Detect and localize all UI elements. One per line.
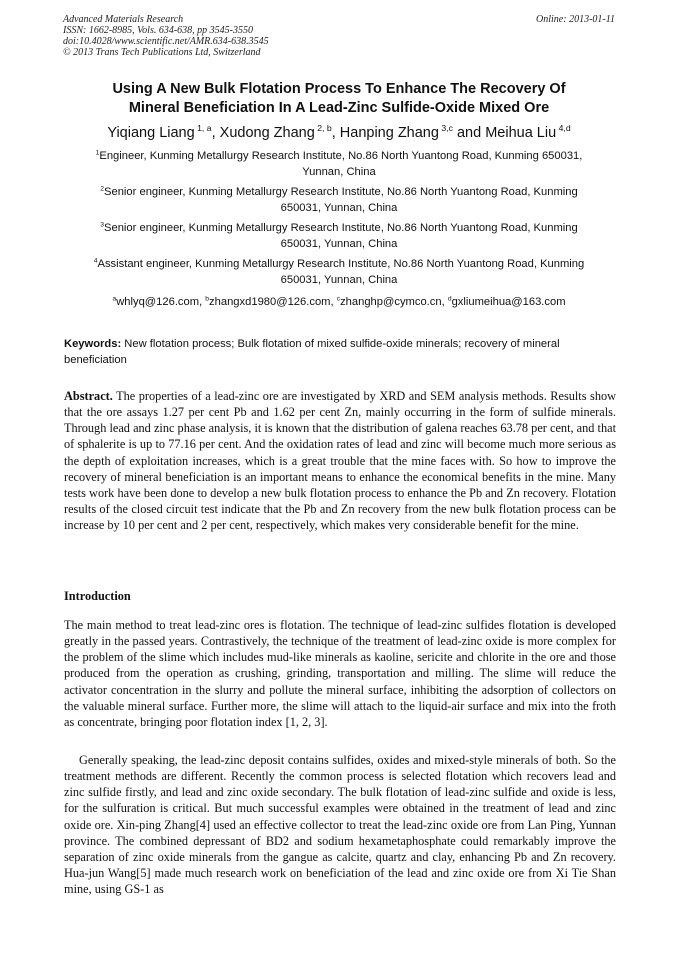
issn-line: ISSN: 1662-8985, Vols. 634-638, pp 3545-3550: [63, 25, 253, 36]
intro-paragraph-2: Generally speaking, the lead-zinc deposit contains sulfides, oxides and mixed-style minerals of both. So the treatment methods are different. Recently the common process is selected flotation which recovers lead and zinc sulfide firstly, and lead and zinc oxide secondary. The bulk flotation of lead-zinc sulfide and oxide is less, for the sulfuration is critical. But much successful examples were obtained in the treatment of lead and zinc oxide ore. Xin-ping Zhang[4] used an effective collector to treat the lead-zinc oxide ore from Lan Ping, Yunnan province. The combined depressant of BD2 and sodium hexametaphosphate could remarkably improve the separation of zinc oxide minerals from the gangue as calcite, quartz and clay, enhancing Pb and Zn recovery. Hua-jun Wang[5] made much research work on beneficiation of the lead and zinc oxide ore from Xi Tie Shan mine, using GS-1 as: [64, 753, 616, 897]
author-name: Hanping Zhang: [339, 125, 439, 141]
email-address: whlyq@126.com: [116, 296, 200, 308]
email-address: gxliumeihua@163.com: [451, 296, 566, 308]
abstract-label: Abstract.: [64, 389, 113, 403]
running-header: [63, 14, 615, 58]
title-line-2: Mineral Beneficiation In A Lead-Zinc Sulfide-Oxide Mixed Ore: [128, 100, 550, 116]
copyright-line: © 2013 Trans Tech Publications Ltd, Switzerland: [63, 47, 261, 58]
title-line-1: Using A New Bulk Flotation Process To Enhance The Recovery Of: [112, 81, 566, 97]
author-name: Xudong Zhang: [219, 125, 315, 141]
affiliation-2: $^2$Senior engineer, Kunming Metallurgy Research Institute, No.86 North Yuantong Road, Kunming 650031, Yunnan, China: [100, 185, 578, 214]
paper-title: [60, 80, 618, 118]
affiliation-number: 1: [95, 149, 100, 157]
online-date: Online: 2013-01-11: [536, 14, 615, 25]
affiliation-number: 2: [100, 185, 105, 193]
keywords-label: Keywords:: [64, 338, 122, 350]
author-affiliation-marker: 2, b: [317, 123, 332, 134]
affiliation-4: $^4$Assistant engineer, Kunming Metallurgy Research Institute, No.86 North Yuantong Road, Kunming 650031, Yunnan, China: [93, 257, 585, 286]
journal-name: Advanced Materials Research: [63, 14, 184, 25]
abstract-section: [64, 388, 616, 533]
email-address: zhanghp@cymco.cn: [340, 296, 442, 308]
affiliation-1: $^1$Engineer, Kunming Metallurgy Research Institute, No.86 North Yuantong Road, Kunming 650031, Yunnan, China: [95, 149, 583, 178]
author-affiliation-marker: 3,c: [441, 123, 453, 134]
email-address: zhangxd1980@126.com: [209, 296, 331, 308]
keywords-text: New flotation process; Bulk flotation of mixed sulfide-oxide minerals; recovery of mineral beneficiation: [64, 338, 560, 366]
abstract-text: The properties of a lead-zinc ore are investigated by XRD and SEM analysis methods. Results show that the ore assays 1.27 per cent Pb and 1.62 per cent Zn, mainly occurring in the form of sulfide minerals. Through lead and zinc phase analysis, it is known that the distribution of galena reaches 63.78 per cent, and that of sphalerite is up to 77.16 per cent. And the oxidation rates of lead and zinc will become much more serious as the depth of exploitation increases, which is a great trouble that the mine faces with. So how to improve the recovery of mineral beneficiation is an important means to enhance the economical benefits in the mine. Many tests work have been done to develop a new bulk flotation process to enhance the Pb and Zn recovery. Flotation results of the closed circuit test indicate that the Pb and Zn recovery from the new bulk flotation process can be increase by 10 per cent and 2 per cent, respectively, which makes very considerable benefit for the mine.: [64, 389, 616, 533]
affiliation-number: 4: [93, 257, 98, 265]
section-heading-introduction: Introduction: [64, 589, 131, 603]
author-list: Yiqiang Liang $^{1, a}$, Xudong Zhang $^{2, b}$, Hanping Zhang $^{3,c}$ and Meihua Liu $^{4,d}$: [107, 123, 571, 141]
author-name: Yiqiang Liang: [107, 125, 195, 141]
email-list: $^a$whlyq@126.com, $^b$zhangxd1980@126.com, $^c$zhanghp@cymco.cn, $^d$gxliumeihua@163.com: [112, 295, 566, 308]
author-affiliation-marker: 4,d: [558, 123, 571, 134]
author-name: Meihua Liu: [485, 125, 557, 141]
doi-line: doi:10.4028/www.scientific.net/AMR.634-638.3545: [63, 36, 269, 47]
affiliation-number: 3: [100, 221, 105, 229]
publication-info: [63, 14, 615, 58]
keywords-section: [64, 337, 616, 368]
intro-paragraph-1: The main method to treat lead-zinc ores is flotation. The technique of lead-zinc sulfides flotation is developed greatly in the passed years. Contrastively, the technique of the treatment of lead-zinc oxide is more complex for the problem of the slime which includes mud-like minerals as kaoline, sericite and chlorite in the ore and those produced from the operation as crushing, grinding, transportation and milling. The slime will reduce the activator concentration in the slurry and pollute the mineral surface, inhibiting the adsorption of collectors on the valuable mineral surface. Further more, the slime will attach to the liquid-air surface and mix into the froth as concentrate, bringing poor flotation index [1, 2, 3].: [64, 618, 616, 729]
affiliation-3: $^3$Senior engineer, Kunming Metallurgy Research Institute, No.86 North Yuantong Road, Kunming 650031, Yunnan, China: [100, 221, 578, 250]
author-affiliation-marker: 1, a: [197, 123, 212, 134]
